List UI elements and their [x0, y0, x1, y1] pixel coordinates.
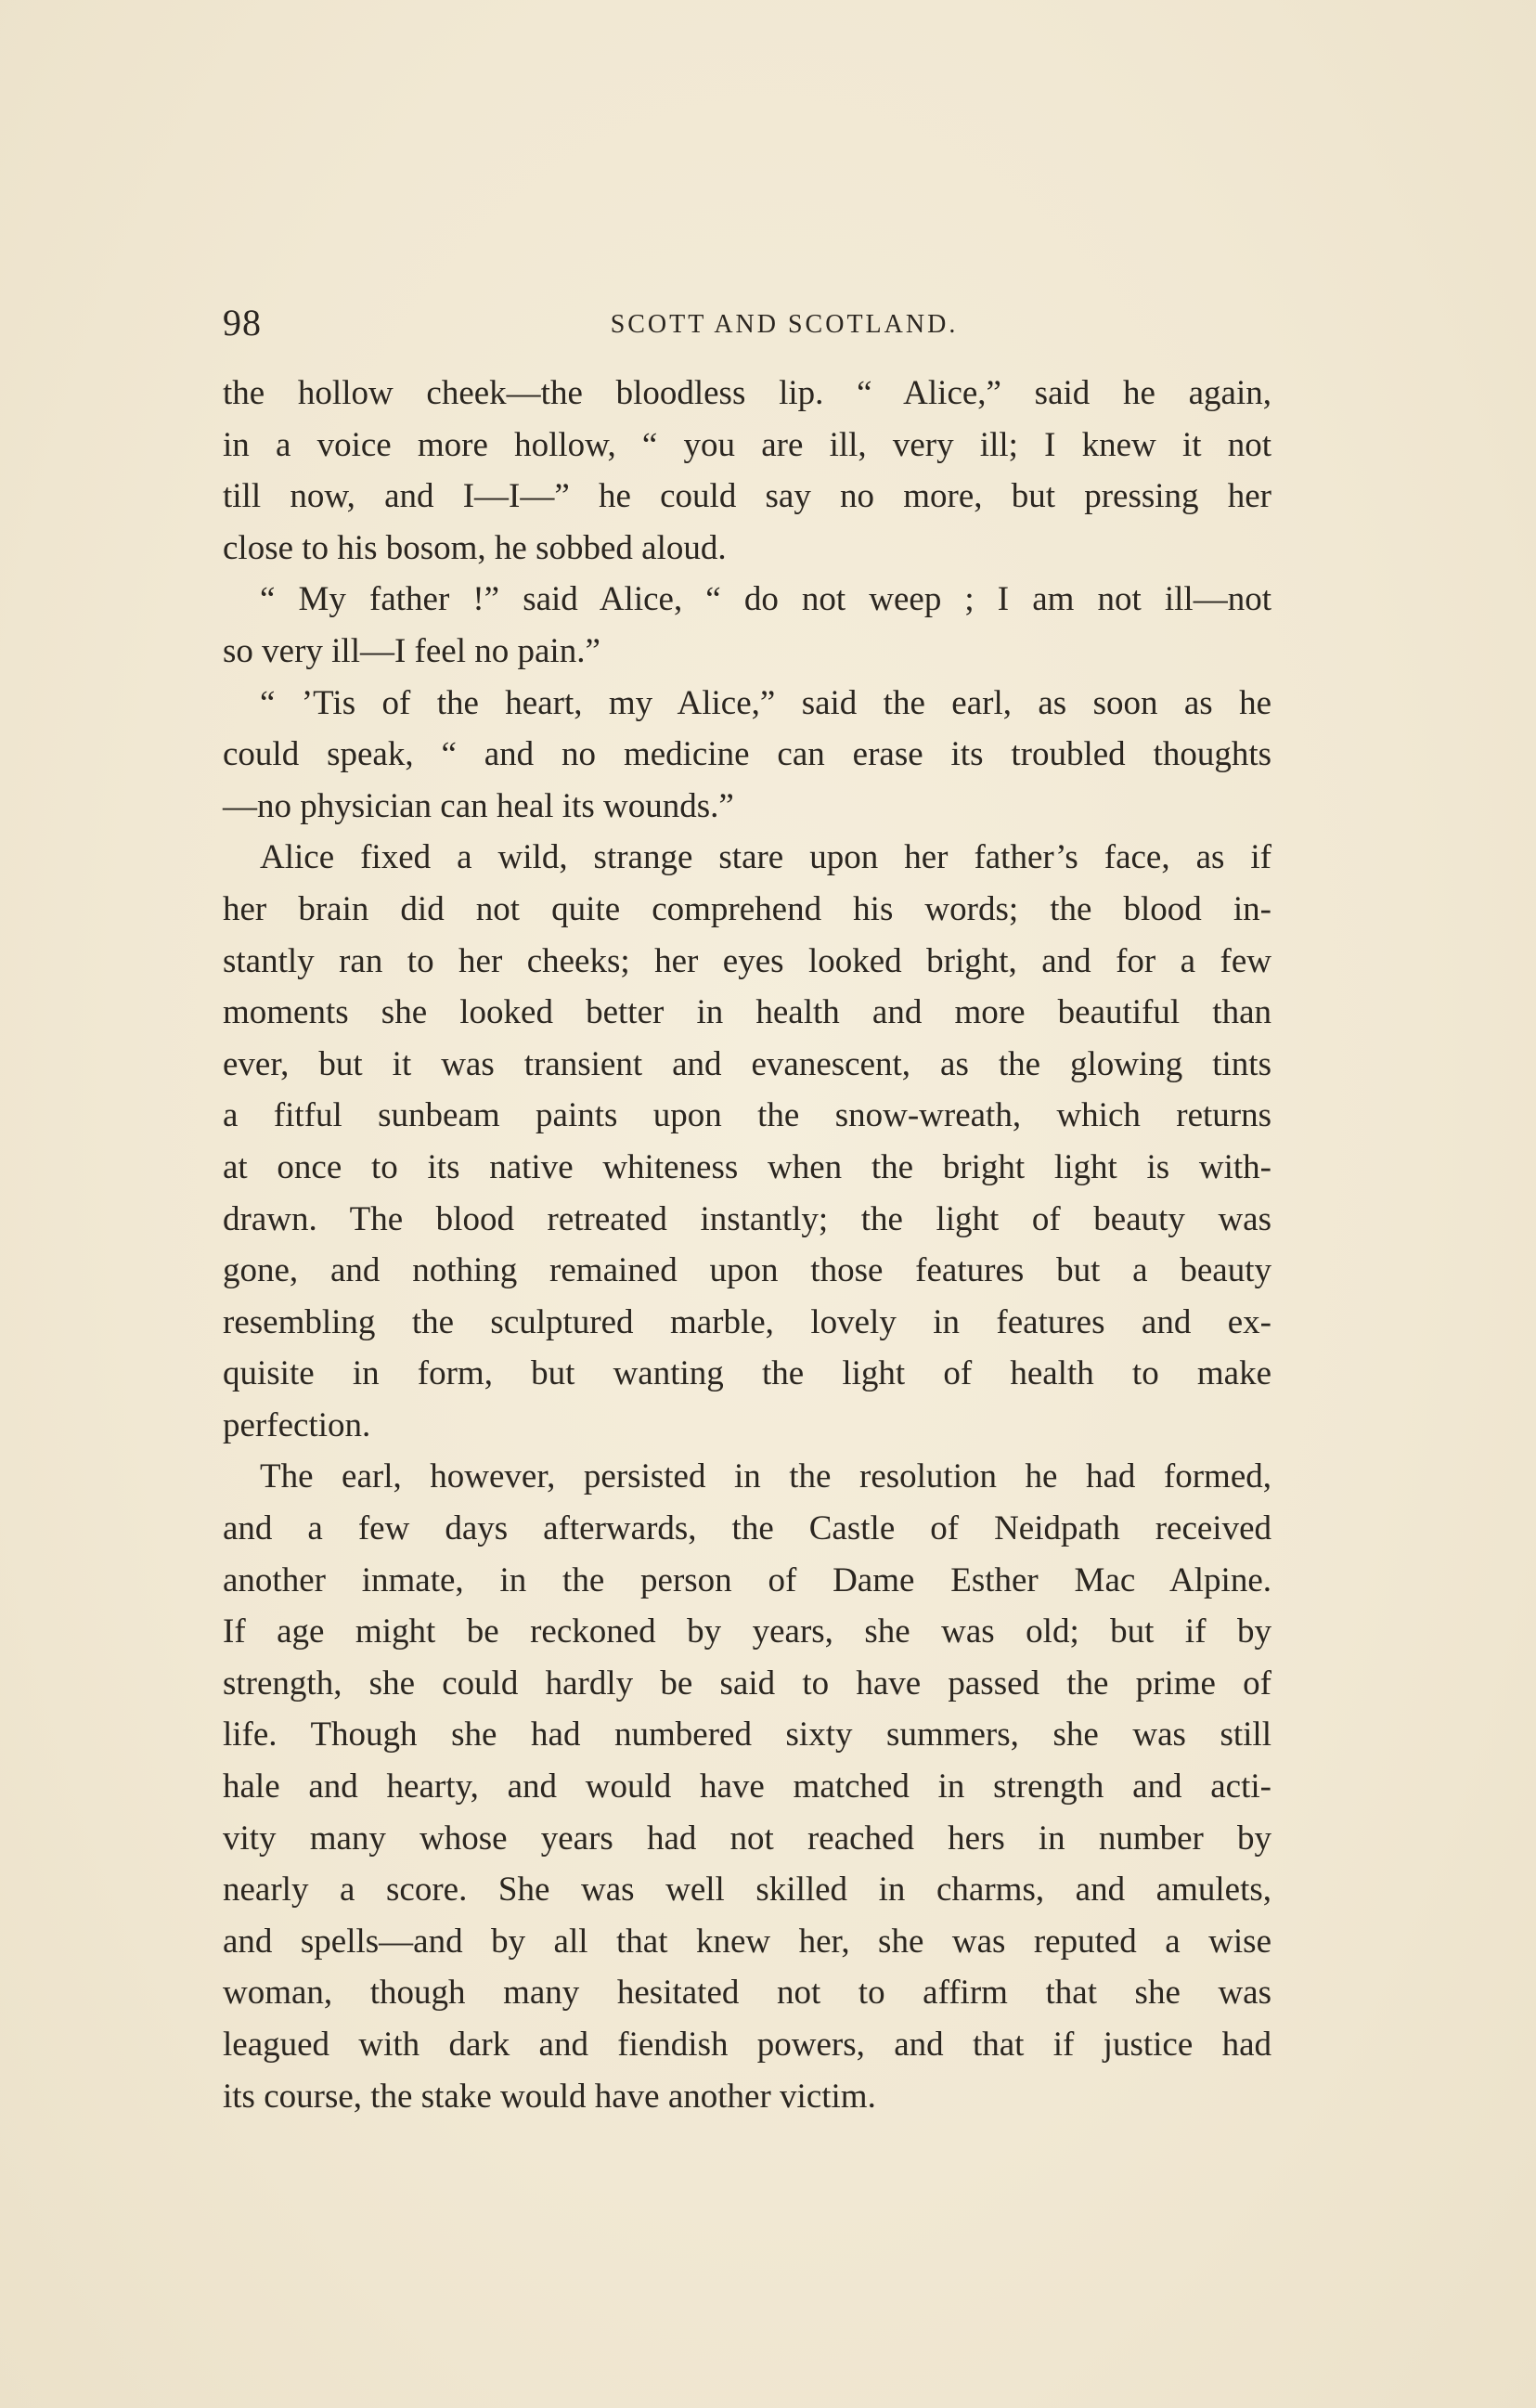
- text-line: strength, she could hardly be said to have passed the prime of: [223, 1664, 1271, 1702]
- text-line: woman, though many hesitated not to affirm that she was: [223, 1974, 1271, 2013]
- text-line: vity many whose years had not reached hers in number by: [223, 1819, 1271, 1858]
- text-line: “ ’Tis of the heart, my Alice,” said the earl, as soon as he: [260, 683, 1271, 722]
- text-line: till now, and I—I—” he could say no more, but pressing her: [223, 477, 1271, 516]
- text-line: another inmate, in the person of Dame Esther Mac Alpine.: [223, 1560, 1271, 1599]
- text-line: in a voice more hollow, “ you are ill, very ill; I knew it not: [223, 425, 1271, 464]
- text-line: life. Though she had numbered sixty summers, she was still: [223, 1715, 1271, 1754]
- text-line: —no physician can heal its wounds.”: [223, 786, 734, 825]
- text-line: and spells—and by all that knew her, she was reputed a wise: [223, 1922, 1271, 1961]
- text-line: The earl, however, persisted in the resolution he had formed,: [260, 1457, 1271, 1496]
- text-line: If age might be reckoned by years, she was old; but if by: [223, 1612, 1271, 1651]
- running-title: SCOTT AND SCOTLAND.: [610, 310, 959, 339]
- page-number: 98: [223, 302, 262, 343]
- text-line: quisite in form, but wanting the light of health to make: [223, 1354, 1271, 1393]
- body-text: [223, 368, 1271, 2122]
- text-line: leagued with dark and fiendish powers, and that if justice had: [223, 2026, 1271, 2064]
- text-line: a fitful sunbeam paints upon the snow-wreath, which returns: [223, 1096, 1271, 1135]
- text-line: hale and hearty, and would have matched in strength and acti-: [223, 1767, 1271, 1806]
- text-line: gone, and nothing remained upon those features but a beauty: [223, 1251, 1271, 1290]
- text-line: and a few days afterwards, the Castle of Neidpath received: [223, 1509, 1271, 1548]
- text-line: perfection.: [223, 1405, 371, 1444]
- text-line: Alice fixed a wild, strange stare upon her father’s face, as if: [260, 838, 1271, 877]
- text-line: stantly ran to her cheeks; her eyes looked bright, and for a few: [223, 941, 1271, 980]
- text-line: resembling the sculptured marble, lovely in features and ex-: [223, 1302, 1271, 1341]
- text-line: moments she looked better in health and more beautiful than: [223, 993, 1271, 1032]
- text-line: close to his bosom, he sobbed aloud.: [223, 528, 727, 567]
- text-line: drawn. The blood retreated instantly; the light of beauty was: [223, 1199, 1271, 1238]
- text-line: the hollow cheek—the bloodless lip. “ Alice,” said he again,: [223, 374, 1271, 412]
- running-head: [223, 299, 1271, 347]
- text-line: her brain did not quite comprehend his words; the blood in-: [223, 889, 1271, 928]
- text-line: ever, but it was transient and evanescent, as the glowing tints: [223, 1044, 1271, 1083]
- text-line: nearly a score. She was well skilled in charms, and amulets,: [223, 1871, 1271, 1910]
- text-line: its course, the stake would have another victim.: [223, 2077, 876, 2116]
- text-line: at once to its native whiteness when the bright light is with-: [223, 1147, 1271, 1186]
- text-line: could speak, “ and no medicine can erase its troubled thoughts: [223, 735, 1271, 774]
- text-line: “ My father !” said Alice, “ do not weep ; I am not ill—not: [260, 580, 1271, 619]
- text-line: so very ill—I feel no pain.”: [223, 631, 600, 670]
